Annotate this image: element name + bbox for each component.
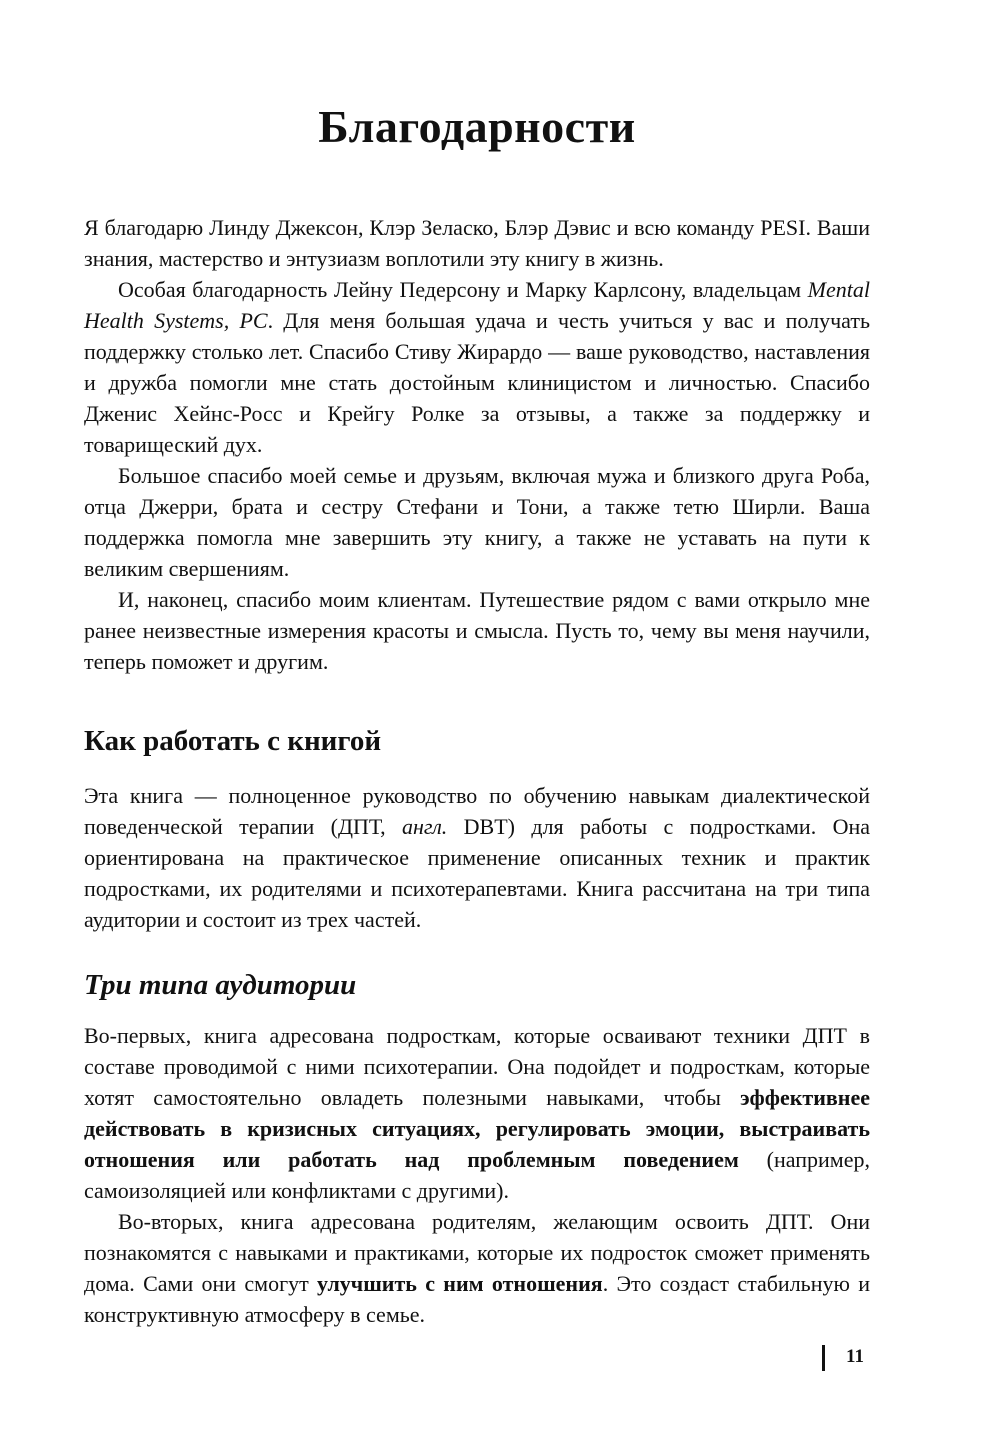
audience-2-start: Во-вторых, книга адресована родителям, желающим освоить ДПТ. Они познакомятся с навыками и практиками, которые их подросток сможет применять дома. Сами они смогут (84, 1209, 870, 1296)
ack-paragraph-2 (84, 274, 870, 460)
audience-2-end: . Это создаст стабильную и конструктивную атмосферу в семье. (84, 1271, 870, 1327)
abbr-english: англ. (401, 814, 448, 839)
ack-paragraph-3: Большое спасибо моей семье и друзьям, включая мужа и близкого друга Роба, отца Джерри, брата и сестру Стефани и Тони, а также тетю Ширли. Ваша поддержка помогла мне завершить эту книгу, а также не уставать на пути к великим свершениям. (84, 463, 870, 581)
ack-paragraph-4: И, наконец, спасибо моим клиентам. Путешествие рядом с вами открыло мне ранее неизвестные измерения красоты и смысла. Пусть то, чему вы меня научили, теперь поможет и другим. (84, 587, 870, 674)
audience-2-highlight: улучшить с ним отношения (317, 1271, 603, 1296)
section-heading-audiences: Три типа аудитории (84, 969, 357, 1001)
audience-paragraph-1 (84, 1020, 870, 1206)
ack-paragraph-2-start: Особая благодарность Лейну Педерсону и Марку Карлсону, владельцам (118, 277, 808, 302)
how-to-use-paragraph (84, 780, 870, 935)
how-to-use-start: Эта книга — полноценное руководство по обучению навыкам диалектической поведенческой терапии (ДПТ, (84, 783, 870, 839)
how-to-use-end: DBT) для работы с подростками. Она ориентирована на практическое применение описанных техник и практик подростками, их родителями и психотерапевтами. Книга рассчитана на три типа аудитории и состоит из трех частей. (84, 814, 870, 932)
page-title: Благодарности (318, 101, 636, 152)
audience-1-highlight: эффективнее действовать в кризисных ситуациях, регулировать эмоции, выстраивать отношения или работать над проблемным поведением (84, 1085, 870, 1172)
ack-paragraph-2-end: . Для меня большая удача и честь учиться у вас и получать поддержку столько лет. Спасибо Стиву Жирардо — ваше руководство, наставления и дружба помогли мне стать достойным клиницистом и личностью. Спасибо Дженис Хейнс-Росс и Крейгу Ролке за отзывы, а также за поддержку и товарищеский дух. (84, 308, 870, 457)
company-name: Mental Health Systems, PC (84, 277, 870, 333)
audience-1-end: (например, самоизоляцией или конфликтами с другими). (84, 1147, 870, 1203)
audience-1-start: Во-первых, книга адресована подросткам, которые осваивают техники ДПТ в составе проводимой с ними психотерапии. Она подойдет и подросткам, которые хотят самостоятельно овладеть полезными навыками, чтобы (84, 1023, 870, 1110)
ack-paragraph-1: Я благодарю Линду Джексон, Клэр Зеласко, Блэр Дэвис и всю команду PESI. Ваши знания, мастерство и энтузиазм воплотили эту книгу в жизнь. (84, 215, 870, 271)
page-number: 11 (846, 1346, 864, 1367)
page-content (84, 212, 870, 1330)
audience-paragraph-2 (84, 1206, 870, 1330)
section-heading-how-to-use: Как работать с книгой (84, 725, 382, 757)
page-number-divider (822, 1345, 825, 1371)
